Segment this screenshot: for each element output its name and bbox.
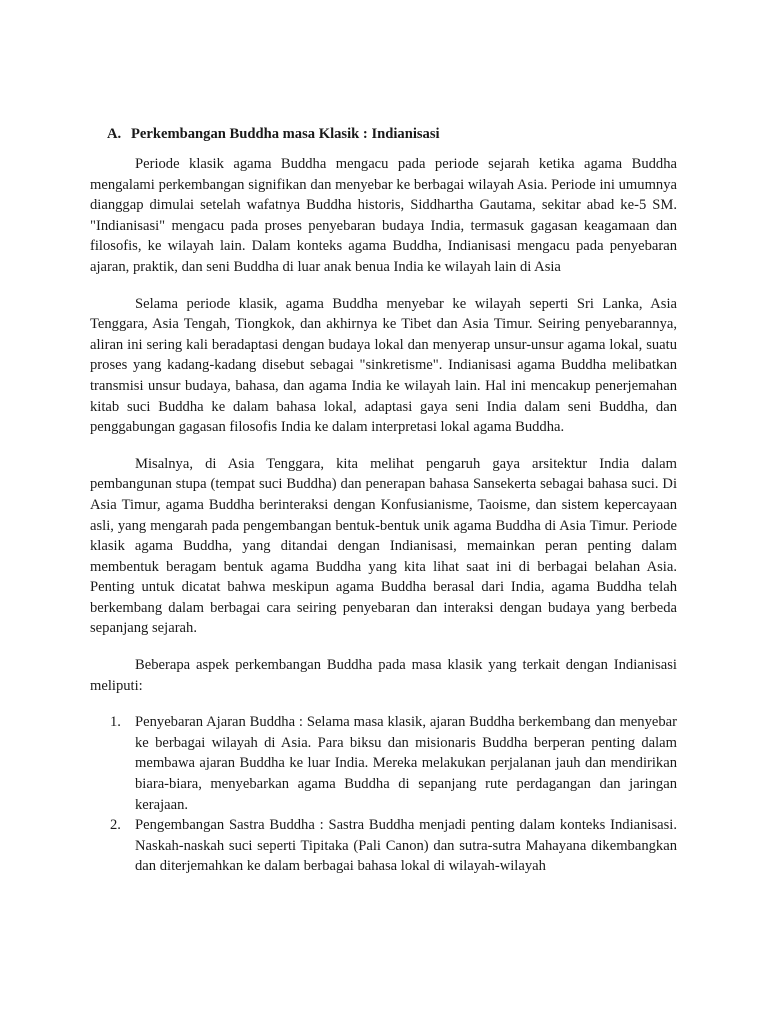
section-heading-title: Perkembangan Buddha masa Klasik : Indianisasi [131,126,440,142]
section-heading [90,124,677,144]
paragraph-2: Selama periode klasik, agama Buddha menyebar ke wilayah seperti Sri Lanka, Asia Tenggara, Asia Tengah, Tiongkok, dan akhirnya ke Tibet dan Asia Timur. Seiring penyebarannya, aliran ini sering kali beradaptasi dengan budaya lokal dan menyerap unsur-unsur agama lokal, suatu proses yang kadang-kadang disebut sebagai "sinkretisme". Indianisasi agama Buddha melibatkan transmisi unsur budaya, bahasa, dan agama India ke wilayah lain. Hal ini mencakup penerjemahan kitab suci Buddha ke dalam bahasa lokal, adaptasi gaya seni India dalam seni Buddha, dan penggabungan gagasan filosofis India ke dalam interpretasi lokal agama Buddha. [90,295,677,436]
list-item [90,815,677,877]
paragraph-1: Periode klasik agama Buddha mengacu pada periode sejarah ketika agama Buddha mengalami perkembangan signifikan dan menyebar ke berbagai wilayah Asia. Periode ini umumnya dianggap dimulai setelah wafatnya Buddha historis, Siddhartha Gautama, sekitar abad ke-5 SM. "Indianisasi" mengacu pada proses penyebaran budaya India, termasuk gagasan keagamaan dan filosofis, ke wilayah lain. Dalam konteks agama Buddha, Indianisasi mengacu pada penyebaran ajaran, praktik, dan seni Buddha di luar anak benua India ke wilayah lain di Asia [90,156,677,275]
list-item-text: Pengembangan Sastra Buddha : Sastra Buddha menjadi penting dalam konteks Indianisasi. Naskah-naskah suci seperti Tipitaka (Pali Canon) dan sutra-sutra Mahayana dikembangkan dan diterjemahkan ke dalam berbagai bahasa lokal di wilayah-wilayah [135,817,677,875]
section-heading-letter: A. [107,126,122,142]
paragraph-3: Misalnya, di Asia Tenggara, kita melihat pengaruh gaya arsitektur India dalam pembangunan stupa (tempat suci Buddha) dan penerapan bahasa Sansekerta sebagai bahasa suci. Di Asia Timur, agama Buddha berinteraksi dengan Konfusianisme, Taoisme, dan sistem kepercayaan asli, yang mengarah pada pengembangan bentuk-bentuk unik agama Buddha di Asia Timur. Periode klasik agama Buddha, yang ditandai dengan Indianisasi, memainkan peran penting dalam membentuk beragam bentuk agama Buddha yang kita lihat saat ini di berbagai belahan Asia. Penting untuk dicatat bahwa meskipun agama Buddha berasal dari India, agama Buddha telah berkembang dalam berbagai cara seiring penyebaran dan interaksi dengan budaya yang berbeda sepanjang sejarah. [90,455,677,637]
list-item-number: 2. [110,817,121,834]
document-body [90,124,677,877]
list-item-number: 1. [110,714,121,731]
list-item [90,712,677,815]
paragraph-4: Beberapa aspek perkembangan Buddha pada masa klasik yang terkait dengan Indianisasi meliputi: [90,657,677,694]
aspects-list [90,712,677,877]
list-item-text: Penyebaran Ajaran Buddha : Selama masa klasik, ajaran Buddha berkembang dan menyebar ke berbagai wilayah di Asia. Para biksu dan misionaris Buddha berperan penting dalam membawa ajaran Buddha ke luar India. Mereka melakukan perjalanan jauh dan mendirikan biara-biara, menyebarkan agama Buddha di sepanjang rute perdagangan dan jaringan kerajaan. [135,714,677,813]
